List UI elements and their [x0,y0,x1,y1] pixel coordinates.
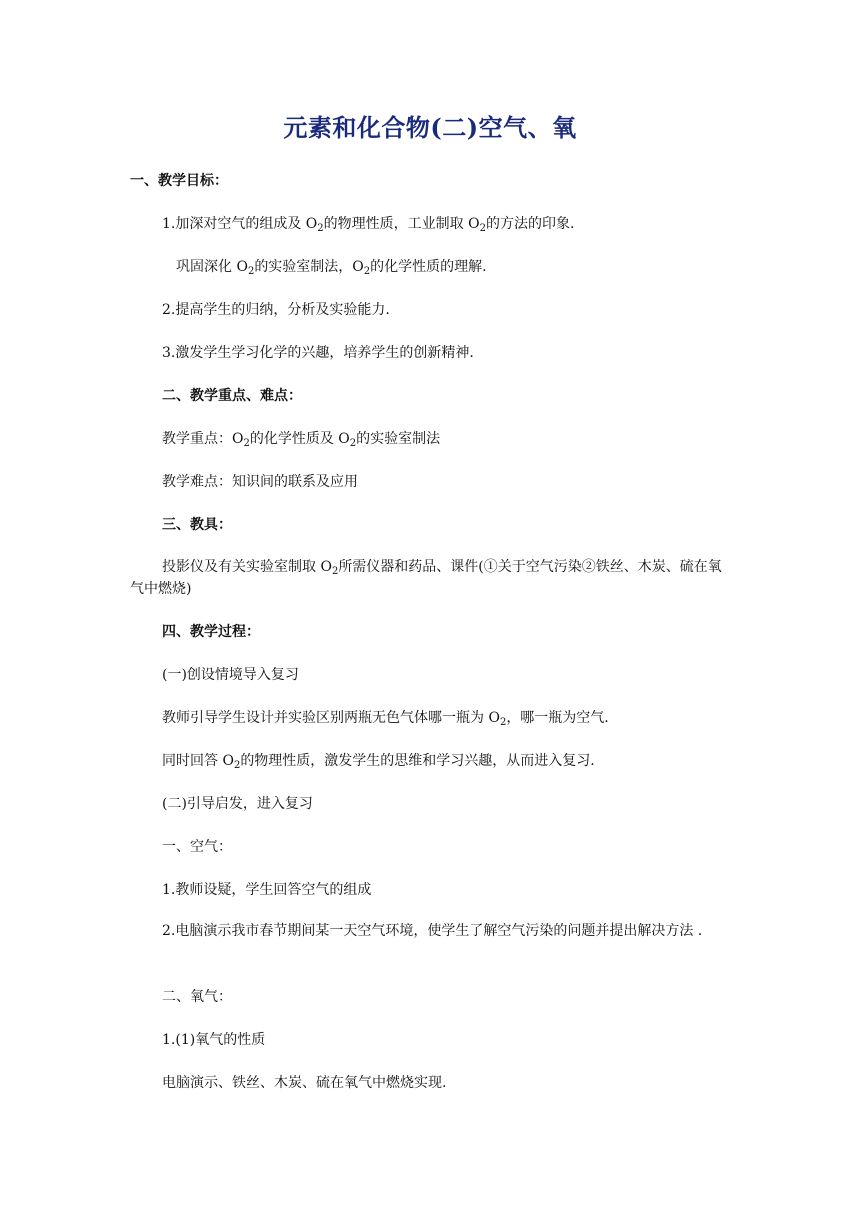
teaching-focus-part-c: 的实验室制法 [356,431,441,447]
step-1-text-part-b: ，哪一瓶为空气. [506,710,609,726]
subscript-2: 2 [363,266,371,277]
step-1-text-2-part-a: 同时回答 O [162,753,234,769]
goal-item-1-part-c: 的方法的印象. [485,216,575,232]
goal-item-1b-part-c: 的化学性质的理解. [370,259,487,275]
subscript-2: 2 [499,717,507,728]
goal-item-2: 2.提高学生的归纳，分析及实验能力. [162,302,390,318]
section-heading-goals: 一、教学目标： [130,173,228,189]
air-item-2: 2.电脑演示我市春节期间某一天空气环境，使学生了解空气污染的问题并提出解决方法 . [162,923,703,939]
teaching-focus [162,428,440,450]
section-heading-keypoints: 二、教学重点、难点： [162,388,302,404]
section-heading-tools: 三、教具： [162,517,232,533]
teaching-focus-part-b: 的化学性质及 O [249,431,350,447]
page-title: 元素和化合物(二)空气、氧 [283,113,577,142]
section-heading-process: 四、教学过程： [162,624,260,640]
step-1-text-2-part-b: 的物理性质，激发学生的思维和学习兴趣，从而进入复习. [240,753,595,769]
subscript-2: 2 [317,223,324,234]
subscript-2: 2 [349,438,357,449]
process-step-1-text-2 [162,750,595,772]
subscript-2: 2 [247,266,255,277]
goal-item-1b-part-b: 的实验室制法，O [254,259,364,275]
step-1-text-part-a: 教师引导学生设计并实验区别两瓶无色气体哪一瓶为 O [162,710,500,726]
air-heading: 一、空气： [162,839,232,855]
goal-item-1-part-a: 1.加深对空气的组成及 O [162,216,318,232]
subscript-2: 2 [243,438,250,449]
teaching-focus-part-a: 教学重点：O [162,431,244,447]
process-step-1: (一)创设情境导入复习 [162,667,299,683]
subscript-2: 2 [331,566,339,577]
oxygen-item-1-text: 电脑演示、铁丝、木炭、硫在氧气中燃烧实现. [162,1075,447,1091]
teaching-difficulty: 教学难点：知识间的联系及应用 [162,474,358,490]
goal-item-1 [162,213,574,235]
tools-paragraph [130,556,730,600]
tools-text-part-a: 投影仪及有关实验室制取 O [162,559,332,575]
subscript-2: 2 [233,760,241,771]
tools-text-part-b: 所需仪器和药品、课件(①关于空气污染②铁丝、木炭、硫在氧气中燃烧) [130,559,722,597]
goal-item-1-continued [176,256,487,278]
air-item-1: 1.教师设疑，学生回答空气的组成 [162,882,372,898]
goal-item-1b-part-a: 巩固深化 O [176,259,248,275]
process-step-2: (二)引导启发，进入复习 [162,796,313,812]
oxygen-heading: 二、氧气： [162,989,232,1005]
goal-item-1-part-b: 的物理性质，工业制取 O [323,216,480,232]
process-step-1-text [162,707,609,729]
oxygen-item-1: 1.(1)氧气的性质 [162,1032,266,1048]
goal-item-3: 3.激发学生学习化学的兴趣，培养学生的创新精神. [162,345,474,361]
subscript-2: 2 [479,223,486,234]
